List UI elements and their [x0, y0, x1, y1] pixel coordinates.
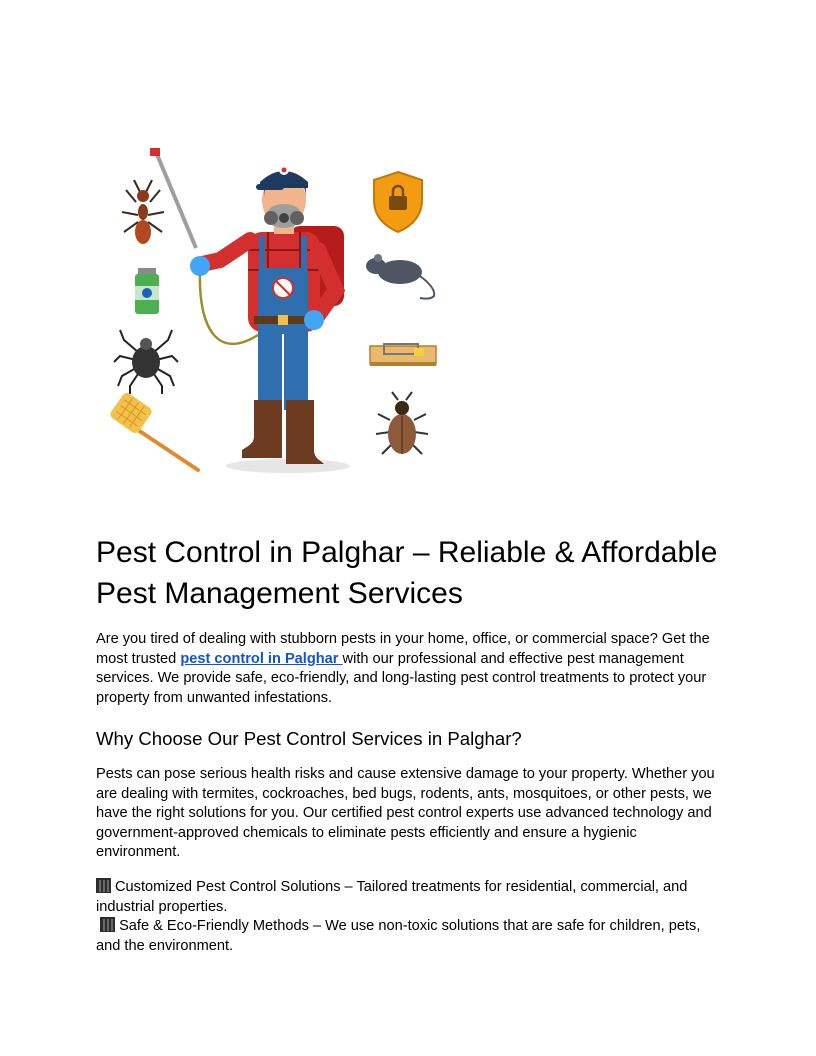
- section-heading: Why Choose Our Pest Control Services in Palghar?: [96, 728, 522, 749]
- list-item: [96, 917, 724, 956]
- mouse-trap-icon: [370, 344, 436, 366]
- fly-swatter-icon: [108, 391, 198, 470]
- pest-control-illustration: [108, 140, 448, 480]
- rat-icon: [366, 254, 434, 299]
- checkbox-glyph-icon: [100, 917, 115, 932]
- bullet-text: Customized Pest Control Solutions – Tailored treatments for residential, commercial, and industrial properties.: [96, 879, 688, 915]
- shield-lock-icon: [374, 172, 422, 232]
- intro-paragraph: [96, 630, 724, 708]
- exterminator-figure: [150, 148, 344, 464]
- pest-control-palghar-link[interactable]: pest control in Palghar: [180, 650, 343, 667]
- bullet-text: Safe & Eco-Friendly Methods – We use non-toxic solutions that are safe for children, pets, and the environment.: [96, 918, 701, 954]
- intro-text-before: Are you tired of dealing with stubborn pests in your home, office, or commercial space? Get the most trusted: [96, 631, 710, 667]
- list-item: [96, 878, 724, 917]
- section-body: Pests can pose serious health risks and cause extensive damage to your property. Whether you are dealing with termites, cockroaches, bed bugs, rodents, ants, mosquitoes, or other pests, we have the right solutions for you. Our certified pest control experts use advanced technology and government-approved chemicals to eliminate pests efficiently and ensure a hygienic environment.: [96, 766, 715, 861]
- page-title: Pest Control in Palghar – Reliable & Affordable Pest Management Services: [96, 536, 718, 610]
- spider-icon: [114, 330, 178, 394]
- spray-can-icon: [135, 268, 159, 314]
- checkbox-glyph-icon: [96, 878, 111, 893]
- ant-icon: [122, 180, 164, 244]
- intro-text-after: with our professional and effective pest management services. We provide safe, eco-friendly, and long-lasting pest control treatments to protect your property from unwanted infestations.: [96, 650, 707, 706]
- beetle-icon: [376, 392, 428, 454]
